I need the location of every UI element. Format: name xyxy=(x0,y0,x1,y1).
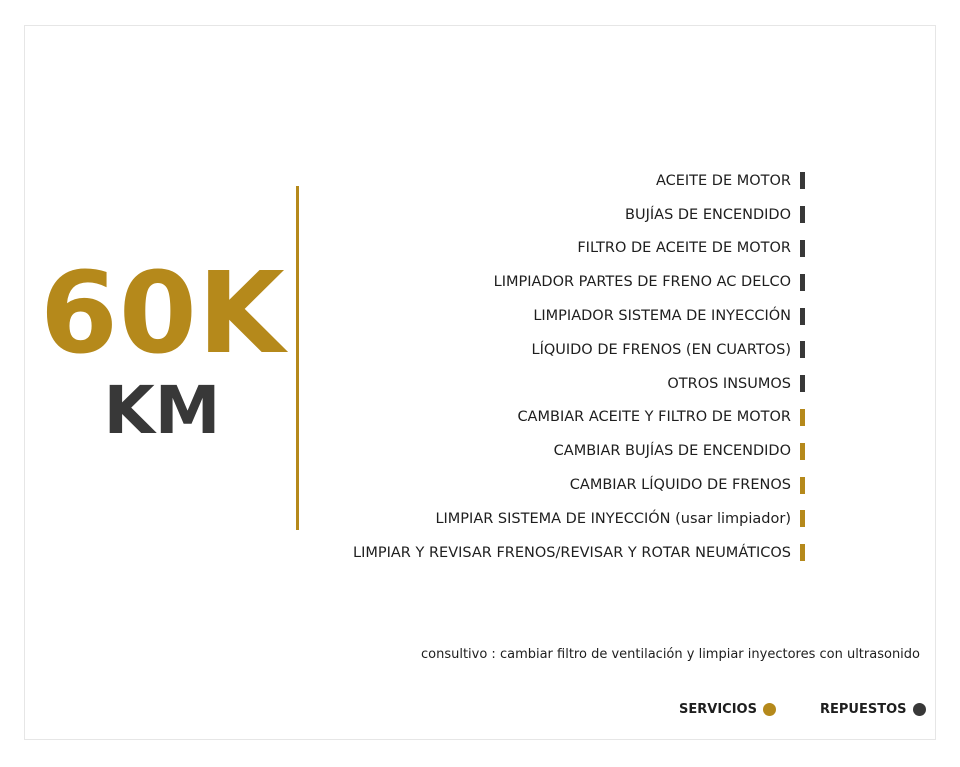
category-marker xyxy=(800,172,805,189)
mileage-unit: KM xyxy=(103,372,221,449)
services-dot-icon xyxy=(763,703,776,716)
item-label: LIMPIAR SISTEMA DE INYECCIÓN (usar limpiador) xyxy=(435,510,791,527)
item-label: LÍQUIDO DE FRENOS (EN CUARTOS) xyxy=(531,341,791,358)
item-label: LIMPIAR Y REVISAR FRENOS/REVISAR Y ROTAR NEUMÁTICOS xyxy=(353,544,791,561)
item-label: FILTRO DE ACEITE DE MOTOR xyxy=(577,240,791,257)
category-marker xyxy=(800,443,805,460)
category-marker xyxy=(800,341,805,358)
parts-dot-icon xyxy=(913,703,926,716)
item-label: LIMPIADOR SISTEMA DE INYECCIÓN xyxy=(533,308,791,325)
list-item xyxy=(330,536,805,570)
legend-parts-label: REPUESTOS xyxy=(820,702,907,717)
list-item xyxy=(330,265,805,299)
list-item xyxy=(330,299,805,333)
list-item xyxy=(330,333,805,367)
legend-services-label: SERVICIOS xyxy=(679,702,757,717)
list-item xyxy=(330,367,805,401)
item-label: BUJÍAS DE ENCENDIDO xyxy=(625,206,791,223)
list-item xyxy=(330,468,805,502)
item-label: CAMBIAR LÍQUIDO DE FRENOS xyxy=(569,477,791,494)
category-marker xyxy=(800,308,805,325)
category-marker xyxy=(800,544,805,561)
category-marker xyxy=(800,206,805,223)
category-marker xyxy=(800,477,805,494)
legend-parts xyxy=(820,702,926,717)
advisory-note: consultivo : cambiar filtro de ventilación y limpiar inyectores con ultrasonido xyxy=(420,647,920,662)
list-item xyxy=(330,401,805,435)
category-marker xyxy=(800,240,805,257)
list-item xyxy=(330,198,805,232)
category-marker xyxy=(800,510,805,527)
item-label: OTROS INSUMOS xyxy=(667,375,791,392)
category-marker xyxy=(800,274,805,291)
vertical-divider xyxy=(296,186,299,530)
item-label: CAMBIAR ACEITE Y FILTRO DE MOTOR xyxy=(517,409,791,426)
category-marker xyxy=(800,409,805,426)
category-marker xyxy=(800,375,805,392)
item-label: CAMBIAR BUJÍAS DE ENCENDIDO xyxy=(553,443,791,460)
list-item xyxy=(330,434,805,468)
mileage-number: 60K xyxy=(40,249,286,379)
list-item xyxy=(330,502,805,536)
maintenance-item-list xyxy=(330,164,805,570)
list-item xyxy=(330,164,805,198)
legend-services xyxy=(679,702,776,717)
list-item xyxy=(330,232,805,266)
item-label: ACEITE DE MOTOR xyxy=(655,172,791,189)
item-label: LIMPIADOR PARTES DE FRENO AC DELCO xyxy=(493,274,791,291)
